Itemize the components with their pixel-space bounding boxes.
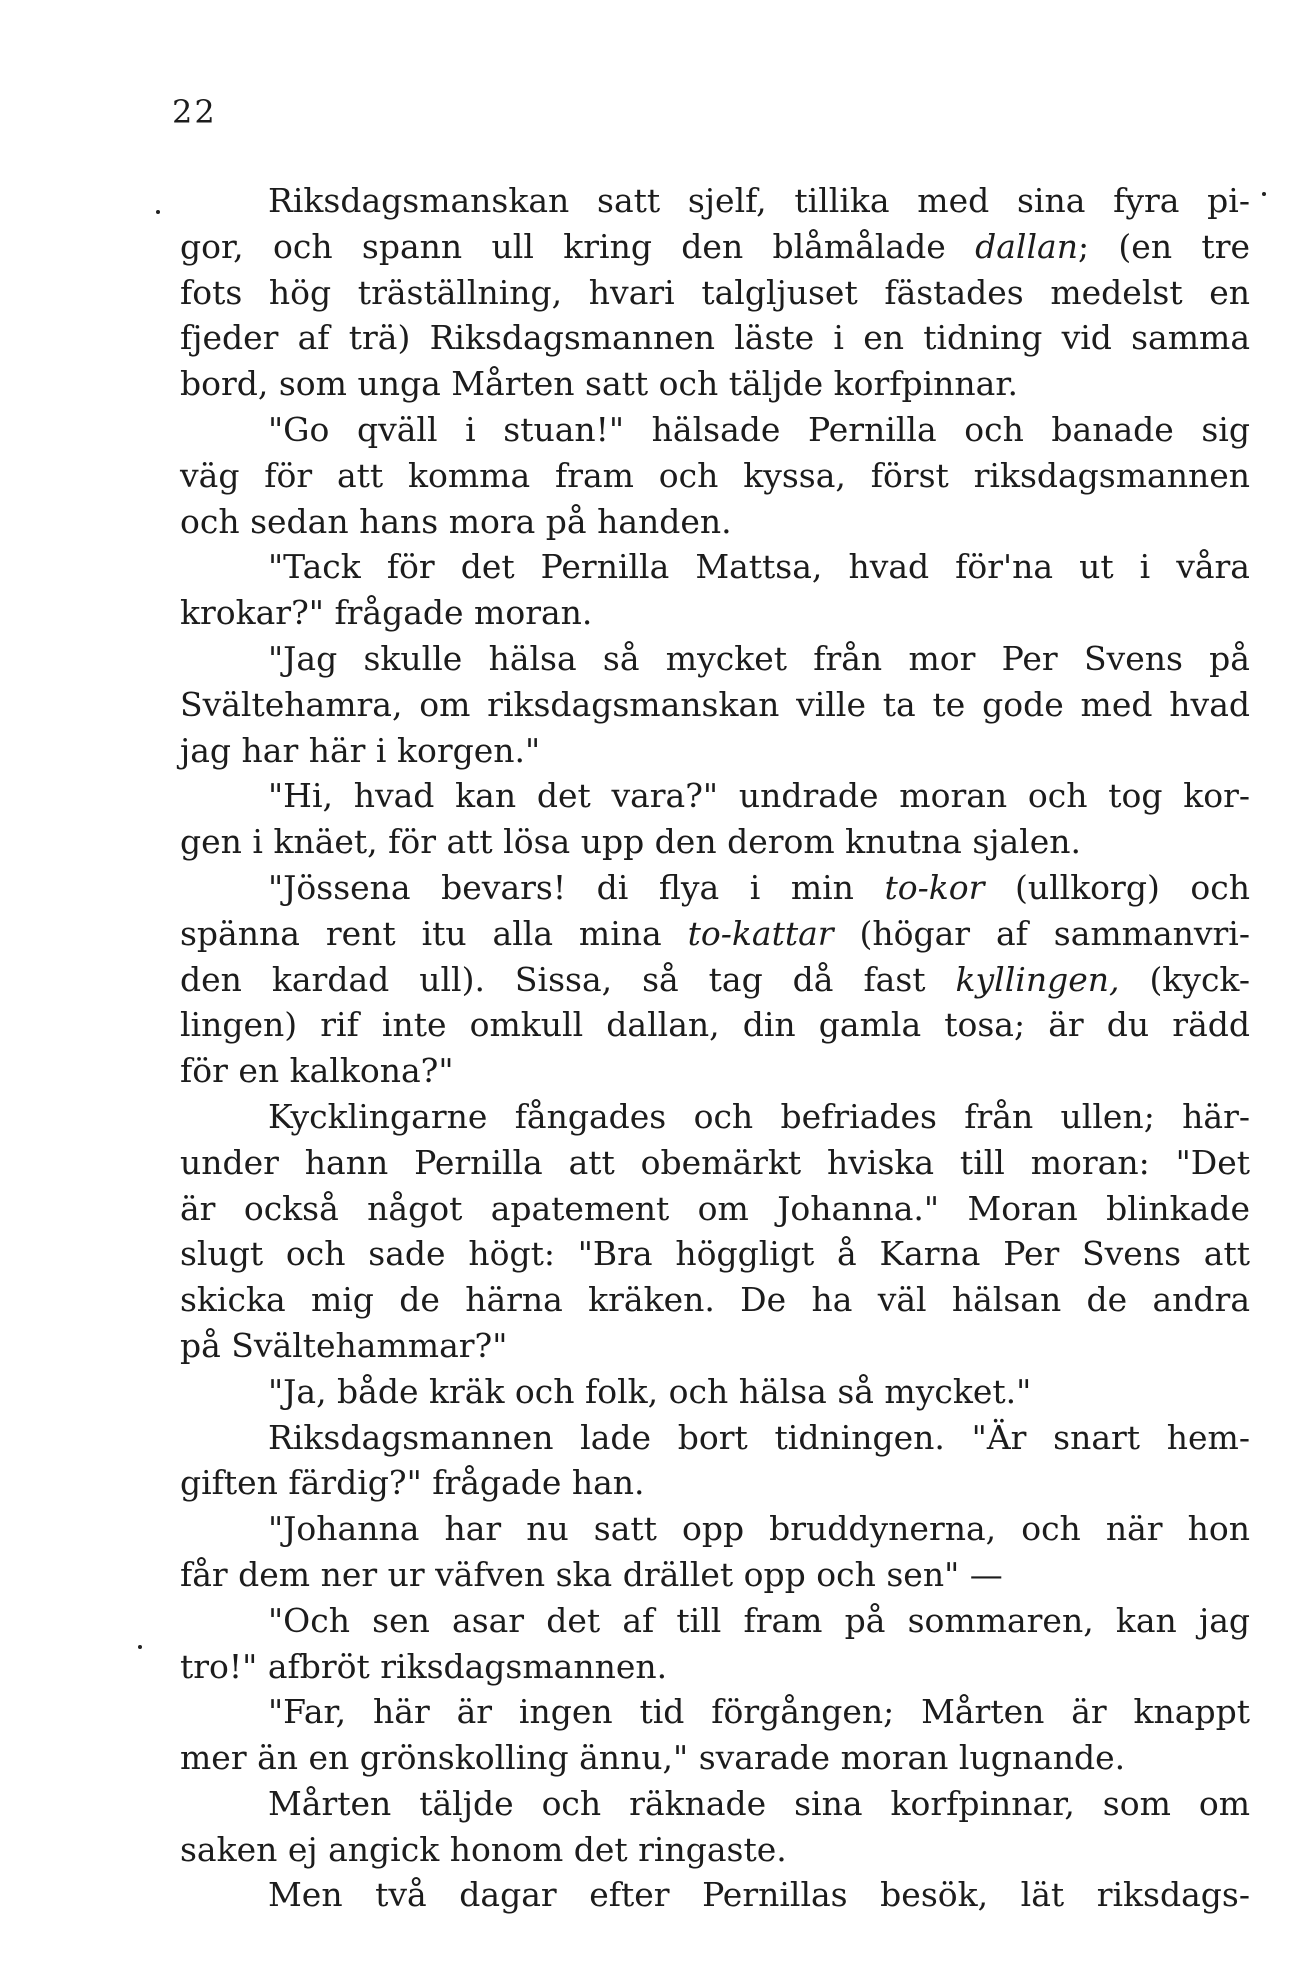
text-line bbox=[180, 1460, 1250, 1506]
text-line bbox=[180, 544, 1250, 590]
body-text bbox=[180, 178, 1250, 1918]
text-segment: gor, och spann ull kring den blåmålade bbox=[180, 226, 976, 266]
text-segment: krokar?" frågade moran. bbox=[180, 593, 593, 633]
text-segment: under hann Pernilla att obemärkt hviska till moran: "Det bbox=[180, 1142, 1250, 1182]
text-line bbox=[180, 453, 1250, 499]
text-line bbox=[180, 1369, 1250, 1415]
text-line bbox=[180, 1689, 1250, 1735]
text-segment: giften färdig?" frågade han. bbox=[180, 1463, 645, 1503]
text-line bbox=[180, 1552, 1250, 1598]
text-segment: på Svältehammar?" bbox=[180, 1325, 508, 1365]
text-line bbox=[180, 270, 1250, 316]
text-line bbox=[180, 865, 1250, 911]
text-segment: bord, som unga Mårten satt och täljde korfpinnar. bbox=[180, 364, 1018, 404]
text-segment: Mårten täljde och räknade sina korfpinnar, som om bbox=[268, 1783, 1250, 1823]
text-line bbox=[180, 1415, 1250, 1461]
text-segment: jag har här i korgen." bbox=[180, 730, 541, 770]
text-line bbox=[180, 1735, 1250, 1781]
text-line bbox=[180, 499, 1250, 545]
text-segment: fots hög träställning, hvari talgljuset fästades medelst en bbox=[180, 272, 1250, 312]
text-segment: (högar af sammanvri- bbox=[833, 913, 1251, 953]
text-line bbox=[180, 819, 1250, 865]
text-segment: lingen) rif inte omkull dallan, din gamla tosa; är du rädd bbox=[180, 1005, 1250, 1045]
text-line bbox=[180, 957, 1250, 1003]
text-line bbox=[180, 315, 1250, 361]
text-line bbox=[180, 1094, 1250, 1140]
text-line bbox=[180, 1598, 1250, 1644]
text-segment: Svältehamra, om riksdagsmanskan ville ta te gode med hvad bbox=[180, 684, 1250, 724]
text-segment: "Far, här är ingen tid förgången; Mårten är knappt bbox=[268, 1692, 1250, 1732]
text-segment: Riksdagsmannen lade bort tidningen. "Är snart hem- bbox=[268, 1417, 1250, 1457]
text-line bbox=[180, 728, 1250, 774]
text-segment: är också något apatement om Johanna." Moran blinkade bbox=[180, 1188, 1250, 1228]
text-line bbox=[180, 407, 1250, 453]
text-segment: (ullkorg) och bbox=[984, 867, 1250, 907]
text-segment: tro!" afbröt riksdagsmannen. bbox=[180, 1646, 668, 1686]
text-segment: "Hi, hvad kan det vara?" undrade moran och tog kor- bbox=[268, 776, 1250, 816]
text-line bbox=[180, 1827, 1250, 1873]
text-line bbox=[180, 590, 1250, 636]
text-segment: "Och sen asar det af till fram på sommaren, kan jag bbox=[268, 1600, 1250, 1640]
text-segment: spänna rent itu alla mina bbox=[180, 913, 688, 953]
print-speck bbox=[156, 210, 160, 214]
text-line bbox=[180, 1781, 1250, 1827]
text-segment: "Ja, både kräk och folk, och hälsa så mycket." bbox=[268, 1371, 1032, 1411]
text-line bbox=[180, 1872, 1250, 1918]
text-segment: slugt och sade högt: "Bra höggligt å Karna Per Svens att bbox=[180, 1234, 1250, 1274]
text-segment: "Tack för det Pernilla Mattsa, hvad för'na ut i våra bbox=[268, 547, 1250, 587]
italic-term: dallan bbox=[975, 226, 1078, 266]
text-line bbox=[180, 1140, 1250, 1186]
text-segment: Riksdagsmanskan satt sjelf, tillika med sina fyra pi- bbox=[268, 181, 1250, 220]
text-segment: (kyck- bbox=[1119, 959, 1251, 999]
text-segment: gen i knäet, för att lösa upp den derom knutna sjalen. bbox=[180, 822, 1082, 862]
text-segment: "Johanna har nu satt opp bruddynerna, och när hon bbox=[268, 1509, 1250, 1549]
text-segment: ; (en tre bbox=[1077, 226, 1250, 266]
text-segment: får dem ner ur väfven ska drället opp och sen" — bbox=[180, 1554, 1003, 1594]
text-line bbox=[180, 1644, 1250, 1690]
text-line bbox=[180, 911, 1250, 957]
text-segment: för en kalkona?" bbox=[180, 1051, 454, 1091]
text-segment: "Jag skulle hälsa så mycket från mor Per Svens på bbox=[268, 638, 1250, 678]
print-speck bbox=[1262, 192, 1266, 196]
text-line bbox=[180, 773, 1250, 819]
text-line bbox=[180, 1323, 1250, 1369]
text-line bbox=[180, 1231, 1250, 1277]
print-speck bbox=[138, 1645, 142, 1649]
text-segment: fjeder af trä) Riksdagsmannen läste i en tidning vid samma bbox=[180, 318, 1250, 358]
text-segment: skicka mig de härna kräken. De ha väl hälsan de andra bbox=[180, 1280, 1250, 1320]
text-line bbox=[180, 636, 1250, 682]
text-segment: Kycklingarne fångades och befriades från ullen; här- bbox=[268, 1096, 1250, 1136]
italic-term: kyllingen, bbox=[955, 959, 1120, 999]
text-segment: och sedan hans mora på handen. bbox=[180, 501, 732, 541]
italic-term: to-kor bbox=[884, 867, 985, 907]
text-segment: saken ej angick honom det ringaste. bbox=[180, 1829, 787, 1869]
text-segment: den kardad ull). Sissa, så tag då fast bbox=[180, 959, 956, 999]
text-line bbox=[180, 361, 1250, 407]
text-segment: "Go qväll i stuan!" hälsade Pernilla och banade sig bbox=[268, 409, 1250, 449]
text-line bbox=[180, 1048, 1250, 1094]
page-number: 22 bbox=[172, 93, 217, 131]
text-line bbox=[180, 178, 1250, 224]
text-line bbox=[180, 1002, 1250, 1048]
text-segment: Men två dagar efter Pernillas besök, lät riksdags- bbox=[268, 1875, 1250, 1915]
text-line bbox=[180, 1506, 1250, 1552]
text-line bbox=[180, 1277, 1250, 1323]
text-segment: "Jössena bevars! di flya i min bbox=[268, 867, 885, 907]
italic-term: to-kattar bbox=[687, 913, 834, 953]
text-segment: väg för att komma fram och kyssa, först riksdagsmannen bbox=[180, 455, 1250, 495]
text-segment: mer än en grönskolling ännu," svarade moran lugnande. bbox=[180, 1738, 1126, 1778]
text-line bbox=[180, 1186, 1250, 1232]
text-line bbox=[180, 682, 1250, 728]
text-line bbox=[180, 224, 1250, 270]
